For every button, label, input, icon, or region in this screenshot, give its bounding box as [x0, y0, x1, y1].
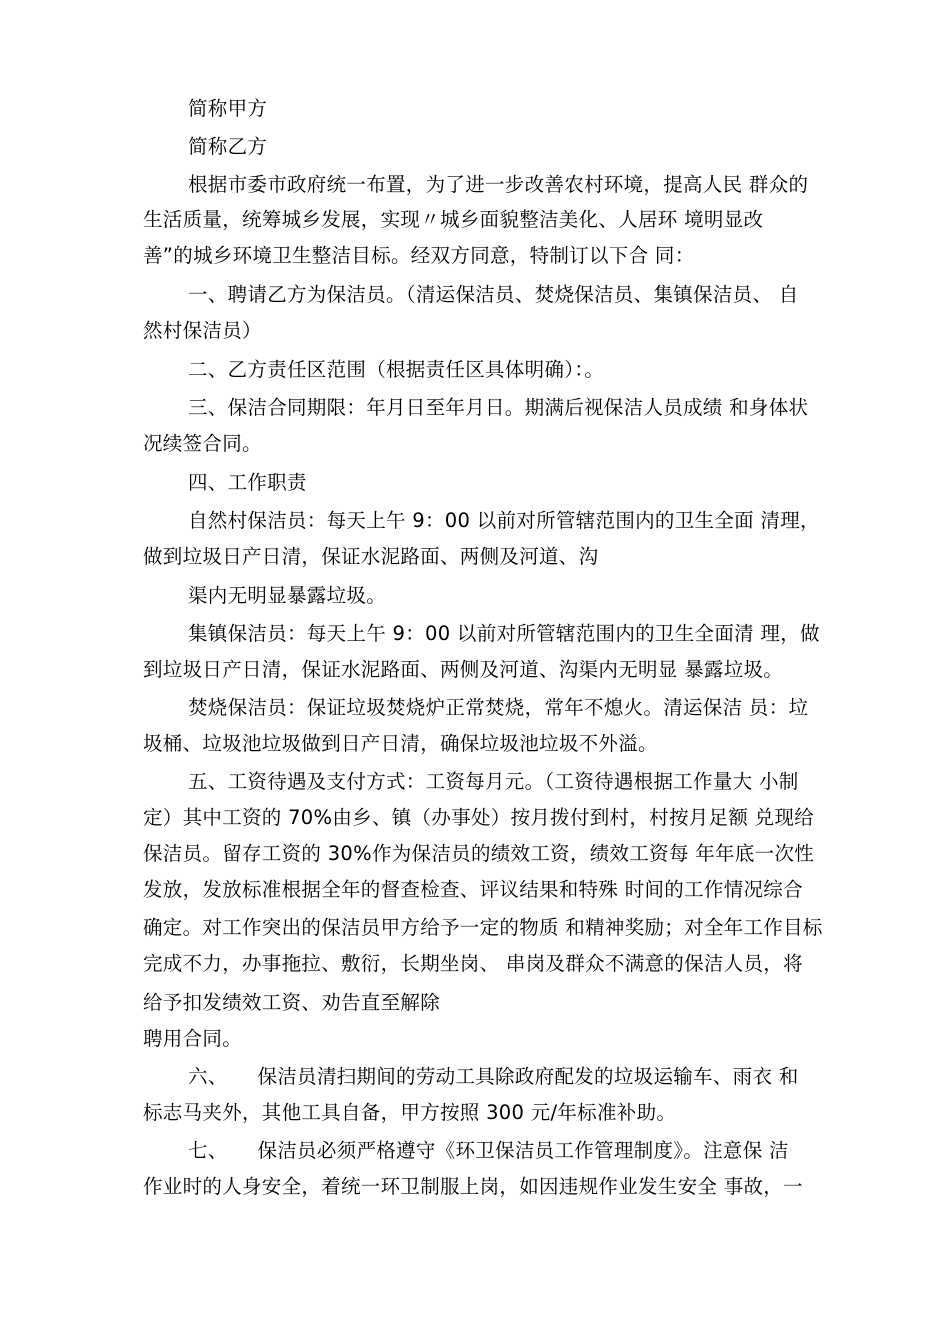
text-line: 七、 保洁员必须严格遵守《环卫保洁员工作管理制度》。注意保 洁 — [188, 1139, 789, 1162]
text-line: 做到垃圾日产日清，保证水泥路面、两侧及河道、沟 — [143, 545, 599, 568]
text-line: 简称甲方 — [188, 97, 268, 120]
text-line: 三、保洁合同期限：年月日至年月日。期满后视保洁人员成绩 和身体状 — [188, 396, 809, 419]
text-line: 一、聘请乙方为保洁员。（清运保洁员、焚烧保洁员、集镇保洁员、 自 — [188, 283, 799, 306]
text-line: 根据市委市政府统一布置，为了进一步改善农村环境，提高人民 群众的 — [188, 173, 809, 196]
text-line: 生活质量，统筹城乡发展，实现〃城乡面貌整洁美化、人居环 境明显改 — [143, 208, 764, 231]
text-line: 保洁员。留存工资的 30%作为保洁员的绩效工资，绩效工资每 年年底一次性 — [143, 842, 815, 865]
text-line: 聘用合同。 — [143, 1027, 243, 1050]
text-line: 五、工资待遇及支付方式：工资每月元。（工资待遇根据工作量大 小制 — [188, 770, 799, 793]
text-line: 到垃圾日产日清，保证水泥路面、两侧及河道、沟渠内无明显 暴露垃圾。 — [143, 658, 784, 681]
text-line: 给予扣发绩效工资、劝告直至解除 — [143, 991, 441, 1014]
text-line: 确定。对工作突出的保洁员甲方给予一定的物质 和精神奖励；对全年工作目标 — [143, 916, 823, 939]
text-line: 然村保洁员） — [143, 319, 262, 342]
text-line: 圾桶、垃圾池垃圾做到日产日清，确保垃圾池垃圾不外溢。 — [143, 732, 658, 755]
text-line: 自然村保洁员：每天上午 9：00 以前对所管辖范围内的卫生全面 清理， — [188, 509, 820, 532]
text-line: 焚烧保洁员：保证垃圾焚烧炉正常焚烧，常年不熄火。清运保洁 员：垃 — [188, 696, 809, 719]
text-line: 定）其中工资的 70%由乡、镇（办事处）按月拨付到村，村按月足额 兑现给 — [143, 806, 815, 829]
text-line: 二、乙方责任区范围（根据责任区具体明确）：。 — [188, 358, 605, 381]
text-line: 简称乙方 — [188, 135, 268, 158]
text-line: 作业时的人身安全，着统一环卫制服上岗，如因违规作业发生安全 事故，一 — [143, 1175, 803, 1198]
text-line: 况续签合同。 — [143, 432, 262, 455]
text-line: 完成不力，办事拖拉、敷衍，长期坐岗、 串岗及群众不满意的保洁人员，将 — [143, 952, 803, 975]
text-line: 发放，发放标准根据全年的督查检查、评议结果和特殊 时间的工作情况综合 — [143, 878, 803, 901]
text-line: 渠内无明显暴露垃圾。 — [188, 584, 387, 607]
text-line: 标志马夹外，其他工具自备，甲方按照 300 元/年标准补助。 — [143, 1101, 677, 1124]
text-line: 四、工作职责 — [188, 471, 307, 494]
text-line: 集镇保洁员：每天上午 9：00 以前对所管辖范围内的卫生全面清 理，做 — [188, 622, 820, 645]
text-line: 六、 保洁员清扫期间的劳动工具除政府配发的垃圾运输车、雨衣 和 — [188, 1065, 799, 1088]
text-line: 善”的城乡环境卫生整洁目标。经双方同意，特制订以下合 同： — [143, 244, 695, 267]
